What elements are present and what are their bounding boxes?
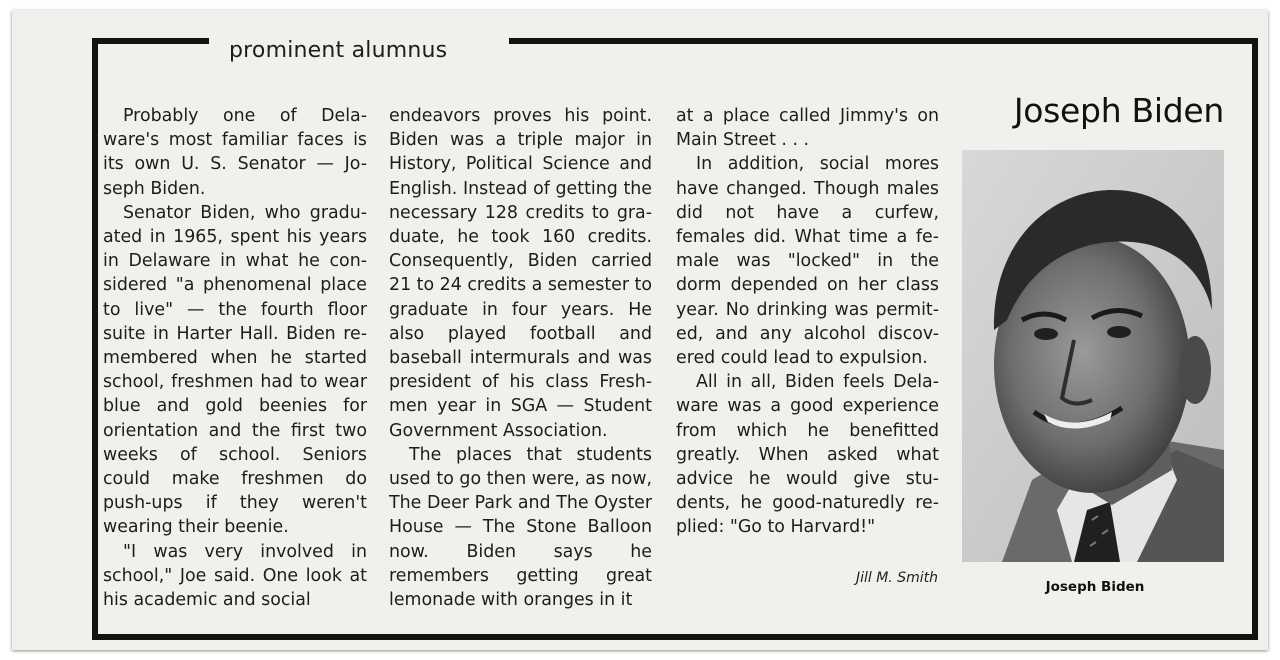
paragraph: In addition, social mores have changed. Though males did not have a curfew, females did. What time a fe- male was "locked" in the dorm depended on her class year. No drinking was permit- ed, and any alcohol discov- ered could lead to expulsion.	[676, 154, 939, 369]
paragraph: endeavors proves his point. Biden was a triple major in History, Political Science and English. Instead of getting the necessary 128 credits to gra- duate, he took 160 credits. Consequently, Biden carried 21 to 24 credits a semester to graduate in four years. He also played football and baseball intermurals and was president of his class Fresh- men year in SGA — Student Government Association.	[389, 106, 652, 441]
paragraph: All in all, Biden feels Dela- ware was a good experience from which he benefitted greatly. When asked what advice he would give stu- dents, he good-naturedly re- plied: "Go to Harvard!"	[676, 372, 939, 538]
photo-caption: Joseph Biden	[1045, 579, 1145, 595]
article-column-3	[676, 104, 939, 540]
article-title: Joseph Biden	[1013, 91, 1224, 130]
article-column-2	[389, 104, 652, 612]
portrait-illustration	[962, 150, 1224, 562]
article-column-1	[103, 104, 367, 612]
portrait-photo	[962, 150, 1224, 562]
paragraph: "I was very involved in school," Joe said. One look at his academic and social	[103, 541, 367, 611]
paragraph: Probably one of Dela- ware's most familiar faces is its own U. S. Senator — Jo- seph Biden.	[103, 106, 367, 199]
byline: Jill M. Smith	[855, 570, 938, 586]
section-label: prominent alumnus	[209, 32, 509, 68]
paragraph: The places that students used to go then were, as now, The Deer Park and The Oyster House — The Stone Balloon now. Biden says he remembers getting great lemonade with oranges in it	[389, 444, 652, 611]
paragraph: at a place called Jimmy's on Main Street . . .	[676, 106, 939, 151]
paragraph: Senator Biden, who gradu- ated in 1965, spent his years in Delaware in what he con- sidered "a phenomenal place to live" — the fourth floor suite in Harter Hall. Biden re- membered when he started school, freshmen had to wear blue and gold beenies for orientation and the first two weeks of school. Seniors could make freshmen do push-ups if they weren't wearing their beenie.	[103, 202, 367, 538]
